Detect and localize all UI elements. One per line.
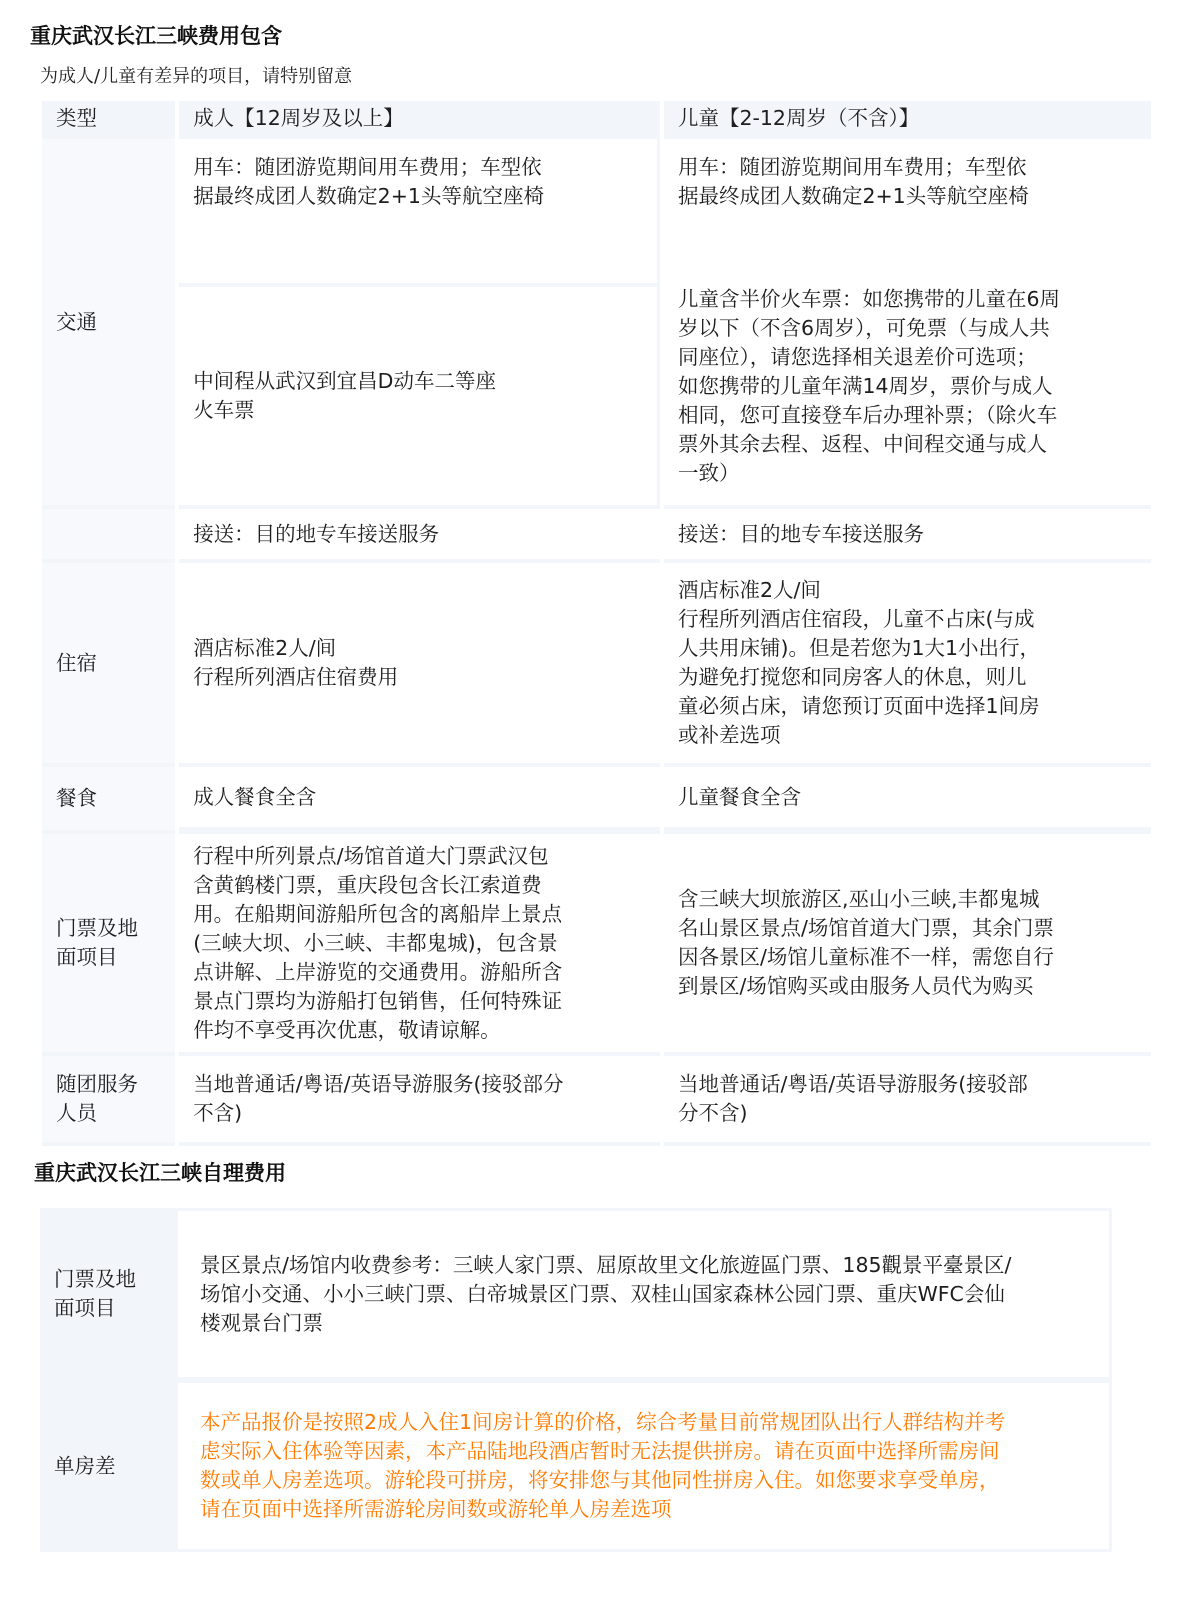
child-hotel-line: 酒店标准2人/间 [677, 578, 821, 602]
child-train-line: 相同，您可直接登车后办理补票；（除火车 [677, 403, 1058, 427]
type-label-line-1: 随团服务 [56, 1072, 138, 1096]
child-tickets-line: 到景区/场馆购买或由服务人员代为购买 [677, 974, 1034, 998]
table-row-transport [42, 139, 1151, 283]
child-hotel-line: 或补差选项 [677, 723, 781, 747]
child-meal-cell: 儿童餐食全含 [664, 767, 1151, 830]
child-tickets-cell [664, 834, 1151, 1052]
self-pay-row-tickets [40, 1208, 1112, 1380]
adult-tickets-cell [179, 834, 660, 1052]
adult-car-line-1: 用车：随团游览期间用车费用；车型依 [193, 155, 542, 179]
child-car-cell [664, 139, 1151, 283]
child-pickup-cell: 接送：目的地专车接送服务 [664, 509, 1151, 559]
type-cell-hotel: 住宿 [42, 563, 175, 763]
self-pay-tickets-cell [175, 1208, 1112, 1380]
self-pay-label-single-room: 单房差 [40, 1380, 175, 1552]
type-label: 交通 [56, 309, 97, 334]
adult-guide-cell [179, 1056, 660, 1142]
type-label-line-1: 门票及地 [56, 916, 138, 940]
adult-tickets-line: 行程中所列景点/场馆首道大门票武汉包 [193, 843, 549, 868]
child-guide-cell [664, 1056, 1151, 1142]
self-pay-table [40, 1208, 1112, 1552]
type-cell-guide [42, 1056, 175, 1142]
child-guide-line-1: 当地普通话/粤语/英语导游服务(接驳部 [677, 1072, 1028, 1096]
single-room-line: 本产品报价是按照2成人入住1间房计算的价格，综合考量目前常规团队出行人群结构并考 [200, 1410, 1006, 1434]
single-room-line: 请在页面中选择所需游轮房间数或游轮单人房差选项 [200, 1497, 672, 1521]
adult-tickets-line: 景点门票均为游船打包销售，任何特殊证 [193, 988, 563, 1013]
child-train-line: 儿童含半价火车票：如您携带的儿童在6周 [677, 287, 1060, 311]
table-row-meal [42, 767, 1151, 830]
adult-train-line-2: 火车票 [193, 398, 255, 422]
child-car-line-2: 据最终成团人数确定2+1头等航空座椅 [677, 184, 1029, 208]
adult-guide-line-1: 当地普通话/粤语/英语导游服务(接驳部分 [193, 1072, 564, 1096]
header-adult: 成人【12周岁及以上】 [179, 101, 660, 135]
label-line-1: 门票及地 [54, 1267, 136, 1291]
label-line-2: 面项目 [54, 1296, 116, 1320]
table-header-row [42, 101, 1151, 135]
child-train-line: 一致） [677, 461, 740, 485]
type-cell-transport [42, 139, 175, 505]
adult-pickup-cell: 接送：目的地专车接送服务 [179, 509, 660, 559]
header-type: 类型 [42, 101, 175, 135]
child-hotel-line: 人共用床铺)。但是若您为1大1小出行， [677, 636, 1041, 660]
adult-tickets-line: 件均不享受再次优惠，敬请谅解。 [193, 1017, 501, 1042]
child-hotel-cell [664, 563, 1151, 763]
adult-car-line-2: 据最终成团人数确定2+1头等航空座椅 [193, 184, 544, 208]
type-cell-empty [42, 509, 175, 559]
self-pay-row-single-room [40, 1380, 1112, 1552]
table-row-hotel [42, 563, 1151, 763]
table-row-guide [42, 1056, 1151, 1142]
header-child: 儿童【2-12周岁（不含）】 [664, 101, 1151, 135]
table-row-tickets [42, 834, 1151, 1052]
table-row-pickup [42, 509, 1151, 559]
type-label-line-2: 人员 [56, 1101, 97, 1125]
adult-tickets-line: 用。在船期间游船所包含的离船岸上景点 [193, 901, 563, 926]
adult-hotel-line-2: 行程所列酒店住宿费用 [193, 665, 399, 689]
fee-include-table [38, 101, 1155, 1146]
table-row-train [42, 283, 1151, 505]
adult-tickets-line: 含黄鹤楼门票，重庆段包含长江索道费 [193, 872, 542, 897]
self-pay-label-tickets [40, 1208, 175, 1380]
adult-train-line-1: 中间程从武汉到宜昌D动车二等座 [193, 369, 496, 393]
adult-guide-line-2: 不含) [193, 1101, 243, 1125]
child-train-line: 票外其余去程、返程、中间程交通与成人 [677, 432, 1047, 456]
page-title: 重庆武汉长江三峡费用包含 [30, 24, 282, 48]
child-train-line: 如您携带的儿童年满14周岁，票价与成人 [677, 374, 1053, 398]
type-label-line-2: 面项目 [56, 945, 118, 969]
adult-tickets-line: 点讲解、上岸游览的交通费用。游船所含 [193, 959, 563, 984]
adult-hotel-line-1: 酒店标准2人/间 [193, 636, 337, 660]
child-car-line-1: 用车：随团游览期间用车费用；车型依 [677, 155, 1027, 179]
child-tickets-line: 含三峡大坝旅游区,巫山小三峡,丰都鬼城 [677, 887, 1040, 911]
child-hotel-line: 为避免打搅您和同房客人的休息，则儿 [677, 665, 1027, 689]
child-train-cell [664, 283, 1151, 505]
single-room-line: 数或单人房差选项。游轮段可拼房，将安排您与其他同性拼房入住。如您要求享受单房， [200, 1468, 1000, 1492]
self-pay-title: 重庆武汉长江三峡自理费用 [34, 1161, 286, 1185]
adult-train-cell [179, 283, 660, 505]
child-train-line: 岁以下（不含6周岁），可免票（与成人共 [677, 316, 1050, 340]
child-guide-line-2: 分不含) [677, 1101, 748, 1125]
type-cell-tickets [42, 834, 175, 1052]
self-pay-tickets-line: 景区景点/场馆内收费参考：三峡人家门票、屈原故里文化旅遊區门票、185觀景平臺景区/ [200, 1252, 1012, 1277]
adult-hotel-cell [179, 563, 660, 763]
type-cell-meal: 餐食 [42, 767, 175, 830]
self-pay-tickets-line: 楼观景台门票 [200, 1310, 323, 1335]
child-hotel-line: 行程所列酒店住宿段，儿童不占床(与成 [677, 607, 1035, 631]
adult-tickets-line: (三峡大坝、小三峡、丰都鬼城)，包含景 [193, 930, 558, 955]
child-hotel-line: 童必须占床，请您预订页面中选择1间房 [677, 694, 1040, 718]
child-train-line: 同座位），请您选择相关退差价可选项； [677, 345, 1037, 369]
page-subtitle: 为成人/儿童有差异的项目，请特别留意 [40, 66, 353, 87]
single-room-cell [175, 1380, 1112, 1552]
adult-meal-cell: 成人餐食全含 [179, 767, 660, 830]
child-tickets-line: 名山景区景点/场馆首道大门票，其余门票 [677, 916, 1054, 940]
self-pay-tickets-line: 场馆小交通、小小三峡门票、白帝城景区门票、双桂山国家森林公园门票、重庆WFC会仙 [200, 1281, 1005, 1306]
child-tickets-line: 因各景区/场馆儿童标准不一样，需您自行 [677, 945, 1054, 969]
adult-car-cell [179, 139, 660, 283]
single-room-line: 虑实际入住体验等因素，本产品陆地段酒店暂时无法提供拼房。请在页面中选择所需房间 [200, 1439, 1000, 1463]
